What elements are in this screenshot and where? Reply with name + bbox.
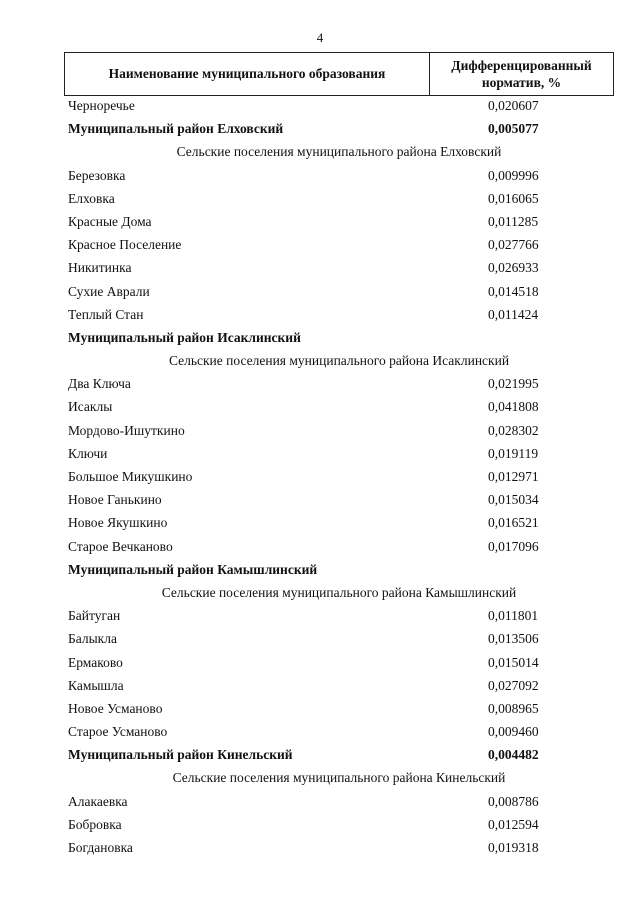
row-name: Красное Поселение	[68, 237, 182, 253]
row-name: Бобровка	[68, 816, 122, 832]
row-value: 0,028302	[488, 422, 539, 438]
row-name: Камышла	[68, 677, 124, 693]
row-name: Никитинка	[68, 260, 132, 276]
subheader-caption: Сельские поселения муниципального района Исаклинский	[168, 353, 510, 369]
row-value: 0,012971	[488, 469, 539, 484]
header-value-line1: Дифференцированный	[451, 58, 592, 73]
row-value: 0,015034	[488, 492, 539, 508]
table-row	[0, 629, 640, 652]
section-subheader	[0, 583, 640, 606]
row-value: 0,017096	[488, 538, 539, 554]
row-value: 0,027092	[488, 677, 539, 693]
section-subheader	[0, 768, 640, 791]
row-value: 0,021995	[488, 376, 539, 392]
row-name: Красные Дома	[68, 213, 152, 229]
subheader-caption: Сельские поселения муниципального района Камышлинский	[161, 584, 517, 600]
row-name: Исаклы	[68, 399, 113, 415]
row-name: Два Ключа	[68, 376, 131, 392]
row-name: Балыкла	[68, 631, 117, 647]
row-name: Новое Усманово	[68, 700, 163, 716]
row-value: 0,016065	[488, 190, 539, 206]
row-value: 0,011424	[488, 306, 539, 322]
row-value: 0,027766	[488, 237, 539, 253]
row-name: Алакаевка	[68, 793, 128, 809]
row-name: Большое Микушкино	[68, 469, 193, 484]
row-value: 0,008965	[488, 700, 539, 716]
row-name: Новое Ганькино	[68, 492, 162, 508]
subheader-caption: Сельские поселения муниципального района Елховский	[176, 144, 502, 160]
row-name: Новое Якушкино	[68, 515, 168, 531]
row-name: Березовка	[68, 167, 126, 183]
row-value: 0,009460	[488, 724, 539, 740]
page-number: 4	[316, 30, 324, 45]
row-name: Муниципальный район Исаклинский	[68, 329, 301, 345]
row-name: Елховка	[68, 190, 115, 206]
table-row	[0, 722, 640, 745]
row-name: Мордово-Ишуткино	[68, 422, 185, 438]
row-name: Муниципальный район Камышлинский	[68, 561, 318, 577]
table-row	[0, 653, 640, 676]
table-row	[0, 513, 640, 536]
table-row	[0, 96, 640, 119]
row-value: 0,008786	[488, 793, 539, 809]
table-row	[0, 166, 640, 189]
table-row	[0, 792, 640, 815]
section-subheader	[0, 351, 640, 374]
row-name: Черноречье	[68, 98, 135, 113]
row-value: 0,009996	[488, 167, 539, 183]
row-name: Теплый Стан	[68, 306, 144, 322]
row-value: 0,015014	[488, 654, 539, 670]
table-header	[64, 52, 614, 96]
table-row	[0, 397, 640, 420]
section-subheader	[0, 142, 640, 165]
row-name: Ермаково	[68, 654, 123, 670]
row-name: Старое Усманово	[68, 724, 168, 740]
row-value: 0,011801	[488, 608, 539, 624]
table-row	[0, 490, 640, 513]
table-row	[0, 235, 640, 258]
district-row	[0, 119, 640, 142]
row-name: Ключи	[68, 445, 108, 461]
table-row	[0, 606, 640, 629]
row-value: 0,019318	[488, 840, 539, 855]
table-row	[0, 838, 640, 861]
row-value: 0,004482	[488, 747, 539, 763]
row-name: Муниципальный район Елховский	[68, 121, 284, 137]
table-row	[0, 467, 640, 490]
row-name: Байтуган	[68, 608, 121, 624]
header-value-line2: норматив, %	[481, 75, 562, 90]
table-row	[0, 421, 640, 444]
row-name: Старое Вечканово	[68, 538, 173, 554]
table-row	[0, 305, 640, 328]
table-body	[0, 96, 640, 861]
header-value-column	[430, 53, 613, 95]
table-row	[0, 258, 640, 281]
row-name: Богдановка	[68, 840, 133, 855]
row-value: 0,041808	[488, 399, 539, 415]
table-row	[0, 699, 640, 722]
row-value: 0,012594	[488, 816, 539, 832]
row-value: 0,026933	[488, 260, 539, 276]
table-row	[0, 444, 640, 467]
header-name-column: Наименование муниципального образования	[65, 53, 430, 95]
district-row	[0, 745, 640, 768]
row-value: 0,011285	[488, 213, 539, 229]
row-value: 0,016521	[488, 515, 539, 531]
row-value: 0,014518	[488, 283, 539, 299]
table-row	[0, 282, 640, 305]
table-row	[0, 212, 640, 235]
row-value: 0,013506	[488, 631, 539, 647]
row-name: Муниципальный район Кинельский	[68, 747, 293, 763]
district-row	[0, 560, 640, 583]
subheader-caption: Сельские поселения муниципального района Кинельский	[172, 770, 506, 786]
table-row	[0, 189, 640, 212]
table-row	[0, 374, 640, 397]
table-row	[0, 537, 640, 560]
row-value: 0,005077	[488, 121, 539, 137]
district-row	[0, 328, 640, 351]
table-row	[0, 815, 640, 838]
table-row	[0, 676, 640, 699]
row-name: Сухие Аврали	[68, 283, 150, 299]
row-value: 0,020607	[488, 98, 539, 113]
row-value: 0,019119	[488, 445, 539, 461]
